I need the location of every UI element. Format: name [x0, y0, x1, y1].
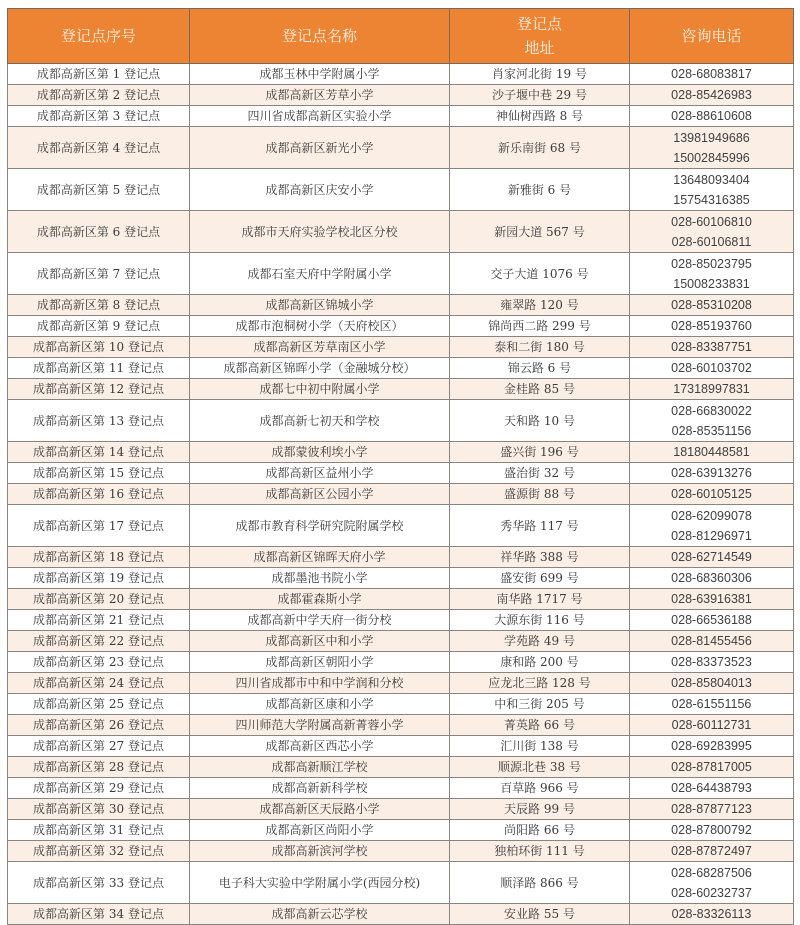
- point-name-cell: 成都高新区朝阳小学: [190, 652, 450, 673]
- phone-cell: [630, 379, 794, 400]
- point-address-cell: 盛安街 699 号: [450, 568, 630, 589]
- point-address-cell: 独柏环街 111 号: [450, 841, 630, 862]
- point-number-cell: 成都高新区第 7 登记点: [8, 253, 190, 295]
- point-address-cell: 天辰路 99 号: [450, 799, 630, 820]
- point-address-cell: 安业路 55 号: [450, 904, 630, 925]
- point-name-cell: 成都蒙彼利埃小学: [190, 442, 450, 463]
- phone-number: 028-87872497: [671, 844, 752, 858]
- point-number-cell: 成都高新区第 4 登记点: [8, 127, 190, 169]
- point-number-cell: 成都高新区第 27 登记点: [8, 736, 190, 757]
- phone-cell: [630, 820, 794, 841]
- point-number-cell: 成都高新区第 20 登记点: [8, 589, 190, 610]
- point-name-cell: 成都墨池书院小学: [190, 568, 450, 589]
- point-address-cell: 金桂路 85 号: [450, 379, 630, 400]
- table-row: [8, 295, 794, 316]
- point-name-cell: 成都玉林中学附属小学: [190, 64, 450, 85]
- table-row: [8, 316, 794, 337]
- phone-number: 028-68287506: [671, 865, 752, 880]
- point-number-cell: 成都高新区第 25 登记点: [8, 694, 190, 715]
- table-row: [8, 841, 794, 862]
- point-number-cell: 成都高新区第 5 登记点: [8, 169, 190, 211]
- point-address-cell: 南华路 1717 号: [450, 589, 630, 610]
- table-row: [8, 85, 794, 106]
- point-number-cell: 成都高新区第 33 登记点: [8, 862, 190, 904]
- phone-cell: [630, 715, 794, 736]
- point-number-cell: 成都高新区第 16 登记点: [8, 484, 190, 505]
- point-address-cell: 交子大道 1076 号: [450, 253, 630, 295]
- phone-number: 028-62714549: [671, 550, 752, 564]
- table-row: [8, 820, 794, 841]
- point-address-cell: 祥华路 388 号: [450, 547, 630, 568]
- table-row: [8, 106, 794, 127]
- table-row: [8, 442, 794, 463]
- point-address-cell: 雍翠路 120 号: [450, 295, 630, 316]
- table-row: [8, 736, 794, 757]
- phone-number: 15002845996: [673, 150, 750, 165]
- phone-cell: [630, 652, 794, 673]
- point-address-cell: 中和三街 205 号: [450, 694, 630, 715]
- phone-number: 028-64438793: [671, 781, 752, 795]
- table-row: [8, 904, 794, 925]
- point-number-cell: 成都高新区第 8 登记点: [8, 295, 190, 316]
- point-name-cell: 成都高新七初天和学校: [190, 400, 450, 442]
- point-number-cell: 成都高新区第 15 登记点: [8, 463, 190, 484]
- phone-cell: [630, 757, 794, 778]
- point-name-cell: 成都高新滨河学校: [190, 841, 450, 862]
- point-address-cell: 锦尚西二路 299 号: [450, 316, 630, 337]
- point-address-cell: 菁英路 66 号: [450, 715, 630, 736]
- header-phone: 咨询电话: [630, 9, 794, 64]
- phone-number: 028-85426983: [671, 88, 752, 102]
- phone-cell: [630, 295, 794, 316]
- phone-number: 028-81296971: [671, 528, 752, 543]
- phone-number: 028-85310208: [671, 298, 752, 312]
- phone-cell: [630, 673, 794, 694]
- point-name-cell: 成都七中初中附属小学: [190, 379, 450, 400]
- table-row: [8, 799, 794, 820]
- point-name-cell: 成都高新顺江学校: [190, 757, 450, 778]
- phone-cell: [630, 610, 794, 631]
- phone-cell: [630, 778, 794, 799]
- phone-cell: [630, 337, 794, 358]
- phone-number: 028-60112731: [671, 718, 752, 732]
- table-row: [8, 400, 794, 442]
- phone-cell: [630, 862, 794, 904]
- phone-number: 028-87817005: [671, 760, 752, 774]
- point-number-cell: 成都高新区第 31 登记点: [8, 820, 190, 841]
- phone-number: 13981949686: [673, 130, 750, 145]
- point-name-cell: 成都高新云芯学校: [190, 904, 450, 925]
- phone-number: 028-63916381: [671, 592, 752, 606]
- point-name-cell: 成都高新新科学校: [190, 778, 450, 799]
- phone-cell: [630, 400, 794, 442]
- table-row: [8, 568, 794, 589]
- point-number-cell: 成都高新区第 10 登记点: [8, 337, 190, 358]
- point-name-cell: 成都高新区芳草南区小学: [190, 337, 450, 358]
- point-number-cell: 成都高新区第 13 登记点: [8, 400, 190, 442]
- phone-number: 028-62099078: [671, 508, 752, 523]
- point-address-cell: 应龙北三路 128 号: [450, 673, 630, 694]
- phone-cell: [630, 631, 794, 652]
- table-row: [8, 694, 794, 715]
- point-address-cell: 盛源街 88 号: [450, 484, 630, 505]
- point-name-cell: 成都高新中学天府一街分校: [190, 610, 450, 631]
- table-row: [8, 253, 794, 295]
- phone-number: 028-66830022: [671, 403, 752, 418]
- table-header-row: [8, 9, 794, 64]
- phone-cell: [630, 253, 794, 295]
- header-address-line1: 登记点: [516, 15, 562, 33]
- table-row: [8, 715, 794, 736]
- phone-cell: [630, 694, 794, 715]
- point-address-cell: 沙子堰中巷 29 号: [450, 85, 630, 106]
- point-number-cell: 成都高新区第 9 登记点: [8, 316, 190, 337]
- phone-number: 028-85193760: [671, 319, 752, 333]
- point-name-cell: 成都市泡桐树小学（天府校区）: [190, 316, 450, 337]
- phone-cell: [630, 505, 794, 547]
- point-number-cell: 成都高新区第 17 登记点: [8, 505, 190, 547]
- point-address-cell: 汇川街 138 号: [450, 736, 630, 757]
- phone-cell: [630, 106, 794, 127]
- phone-cell: [630, 799, 794, 820]
- table-row: [8, 379, 794, 400]
- phone-number: 028-85804013: [671, 676, 752, 690]
- point-name-cell: 成都石室天府中学附属小学: [190, 253, 450, 295]
- point-number-cell: 成都高新区第 6 登记点: [8, 211, 190, 253]
- phone-cell: [630, 568, 794, 589]
- table-row: [8, 652, 794, 673]
- phone-cell: [630, 589, 794, 610]
- phone-number: 15754316385: [673, 192, 750, 207]
- phone-number: 028-66536188: [671, 613, 752, 627]
- phone-cell: [630, 484, 794, 505]
- header-point-name: 登记点名称: [190, 9, 450, 64]
- point-name-cell: 成都高新区益州小学: [190, 463, 450, 484]
- phone-cell: [630, 64, 794, 85]
- phone-number: 028-68360306: [671, 571, 752, 585]
- table-row: [8, 778, 794, 799]
- point-number-cell: 成都高新区第 34 登记点: [8, 904, 190, 925]
- phone-number: 028-85351156: [671, 423, 752, 438]
- table-row: [8, 169, 794, 211]
- point-address-cell: 肖家河北街 19 号: [450, 64, 630, 85]
- point-number-cell: 成都高新区第 23 登记点: [8, 652, 190, 673]
- table-row: [8, 631, 794, 652]
- point-number-cell: 成都高新区第 30 登记点: [8, 799, 190, 820]
- registration-points-table: [7, 8, 794, 925]
- point-number-cell: 成都高新区第 14 登记点: [8, 442, 190, 463]
- phone-number: 028-60106810: [671, 214, 752, 229]
- phone-number: 028-88610608: [671, 109, 752, 123]
- phone-cell: [630, 736, 794, 757]
- point-name-cell: 成都霍森斯小学: [190, 589, 450, 610]
- phone-number: 028-81455456: [671, 634, 752, 648]
- point-name-cell: 成都市天府实验学校北区分校: [190, 211, 450, 253]
- point-address-cell: 康和路 200 号: [450, 652, 630, 673]
- table-row: [8, 673, 794, 694]
- point-name-cell: 四川师范大学附属高新菁蓉小学: [190, 715, 450, 736]
- phone-cell: [630, 841, 794, 862]
- table-row: [8, 64, 794, 85]
- phone-number: 028-83326113: [671, 907, 752, 921]
- point-address-cell: 百草路 966 号: [450, 778, 630, 799]
- point-number-cell: 成都高新区第 22 登记点: [8, 631, 190, 652]
- point-name-cell: 成都市教育科学研究院附属学校: [190, 505, 450, 547]
- table-row: [8, 127, 794, 169]
- point-address-cell: 顺泽路 866 号: [450, 862, 630, 904]
- point-name-cell: 成都高新区芳草小学: [190, 85, 450, 106]
- phone-number: 18180448581: [673, 445, 750, 459]
- phone-number: 028-63913276: [671, 466, 752, 480]
- phone-cell: [630, 127, 794, 169]
- table-row: [8, 463, 794, 484]
- point-number-cell: 成都高新区第 32 登记点: [8, 841, 190, 862]
- table-row: [8, 337, 794, 358]
- point-address-cell: 盛治街 32 号: [450, 463, 630, 484]
- phone-number: 13648093404: [673, 172, 750, 187]
- point-name-cell: 成都高新区尚阳小学: [190, 820, 450, 841]
- table-body: [8, 64, 794, 925]
- phone-cell: [630, 442, 794, 463]
- phone-number: 028-60232737: [671, 885, 752, 900]
- point-name-cell: 成都高新区中和小学: [190, 631, 450, 652]
- point-name-cell: 成都高新区锦晖天府小学: [190, 547, 450, 568]
- phone-cell: [630, 316, 794, 337]
- phone-number: 028-60106811: [671, 234, 752, 249]
- table-row: [8, 211, 794, 253]
- point-name-cell: 四川省成都高新区实验小学: [190, 106, 450, 127]
- point-address-cell: 泰和二街 180 号: [450, 337, 630, 358]
- table-row: [8, 547, 794, 568]
- point-number-cell: 成都高新区第 2 登记点: [8, 85, 190, 106]
- header-address-line2: 地址: [524, 39, 555, 57]
- table-row: [8, 589, 794, 610]
- point-name-cell: 四川省成都市中和中学润和分校: [190, 673, 450, 694]
- phone-number: 028-60103702: [671, 361, 752, 375]
- point-name-cell: 成都高新区锦晖小学（金融城分校）: [190, 358, 450, 379]
- registration-table-container: [7, 8, 793, 925]
- phone-number: 028-87877123: [671, 802, 752, 816]
- phone-number: 028-85023795: [671, 256, 752, 271]
- table-row: [8, 358, 794, 379]
- point-address-cell: 学苑路 49 号: [450, 631, 630, 652]
- point-number-cell: 成都高新区第 21 登记点: [8, 610, 190, 631]
- phone-number: 028-61551156: [671, 697, 752, 711]
- phone-number: 028-69283995: [671, 739, 752, 753]
- table-row: [8, 862, 794, 904]
- point-name-cell: 成都高新区康和小学: [190, 694, 450, 715]
- point-number-cell: 成都高新区第 18 登记点: [8, 547, 190, 568]
- point-number-cell: 成都高新区第 28 登记点: [8, 757, 190, 778]
- point-number-cell: 成都高新区第 19 登记点: [8, 568, 190, 589]
- phone-number: 028-68083817: [671, 67, 752, 81]
- point-address-cell: 秀华路 117 号: [450, 505, 630, 547]
- point-number-cell: 成都高新区第 1 登记点: [8, 64, 190, 85]
- phone-cell: [630, 169, 794, 211]
- phone-number: 15008233831: [673, 276, 750, 291]
- point-address-cell: 新雅街 6 号: [450, 169, 630, 211]
- point-name-cell: 成都高新区公园小学: [190, 484, 450, 505]
- point-name-cell: 成都高新区天辰路小学: [190, 799, 450, 820]
- point-number-cell: 成都高新区第 24 登记点: [8, 673, 190, 694]
- table-row: [8, 484, 794, 505]
- phone-number: 028-83373523: [671, 655, 752, 669]
- point-address-cell: 天和路 10 号: [450, 400, 630, 442]
- phone-cell: [630, 463, 794, 484]
- point-address-cell: 尚阳路 66 号: [450, 820, 630, 841]
- point-address-cell: 锦云路 6 号: [450, 358, 630, 379]
- point-address-cell: 新乐南街 68 号: [450, 127, 630, 169]
- phone-number: 17318997831: [673, 382, 750, 396]
- phone-cell: [630, 358, 794, 379]
- point-address-cell: 大源东街 116 号: [450, 610, 630, 631]
- phone-cell: [630, 547, 794, 568]
- point-name-cell: 电子科大实验中学附属小学(西园分校): [190, 862, 450, 904]
- point-number-cell: 成都高新区第 26 登记点: [8, 715, 190, 736]
- header-point-number: 登记点序号: [8, 9, 190, 64]
- point-address-cell: 盛兴街 196 号: [450, 442, 630, 463]
- point-number-cell: 成都高新区第 12 登记点: [8, 379, 190, 400]
- point-name-cell: 成都高新区西芯小学: [190, 736, 450, 757]
- point-number-cell: 成都高新区第 11 登记点: [8, 358, 190, 379]
- phone-number: 028-87800792: [671, 823, 752, 837]
- table-row: [8, 505, 794, 547]
- header-point-address: [450, 9, 630, 64]
- point-name-cell: 成都高新区庆安小学: [190, 169, 450, 211]
- point-number-cell: 成都高新区第 3 登记点: [8, 106, 190, 127]
- point-name-cell: 成都高新区锦城小学: [190, 295, 450, 316]
- point-address-cell: 新园大道 567 号: [450, 211, 630, 253]
- point-name-cell: 成都高新区新光小学: [190, 127, 450, 169]
- phone-number: 028-60105125: [671, 487, 752, 501]
- point-number-cell: 成都高新区第 29 登记点: [8, 778, 190, 799]
- phone-number: 028-83387751: [671, 340, 752, 354]
- phone-cell: [630, 211, 794, 253]
- table-row: [8, 610, 794, 631]
- point-address-cell: 顺源北巷 38 号: [450, 757, 630, 778]
- point-address-cell: 神仙树西路 8 号: [450, 106, 630, 127]
- phone-cell: [630, 904, 794, 925]
- table-row: [8, 757, 794, 778]
- phone-cell: [630, 85, 794, 106]
